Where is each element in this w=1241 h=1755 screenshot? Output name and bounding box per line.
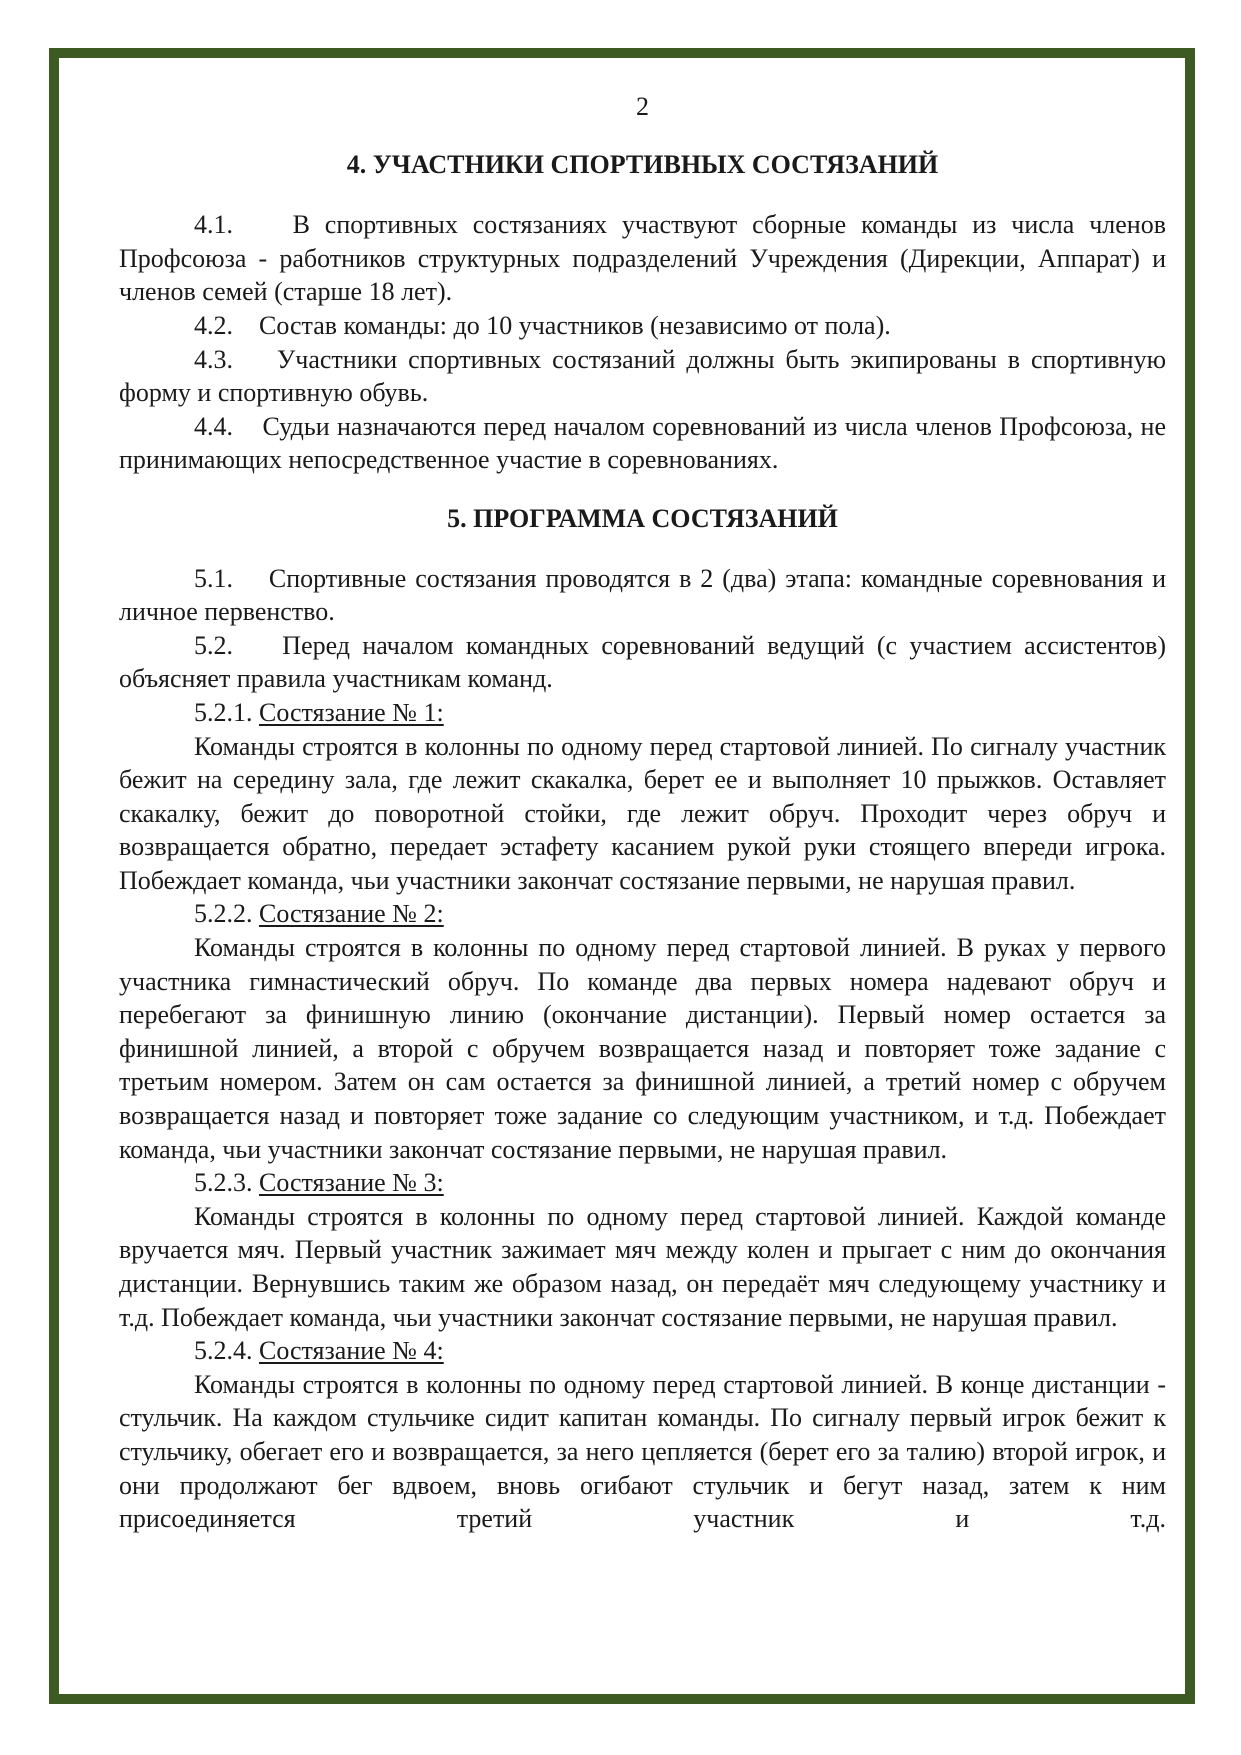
clause-4-2: 4.2. Состав команды: до 10 участников (независимо от пола). [194,310,891,340]
contest-2-heading: 5.2.2. Состязание № 2: [194,899,444,929]
clause-5-1: 5.1. Спортивные состязания проводятся в 2 (два) этапа: командные соревнования и личное первенство. [119,563,1166,627]
contest-3-heading: 5.2.3. Состязание № 3: [194,1168,444,1198]
clause-4-1: 4.1. В спортивных состязаниях участвуют сборные команды из числа членов Профсоюза - работников структурных подразделений Учреждения (Дирекции, Аппарат) и членов семей (старше 18 лет). [119,210,1166,307]
clause-4-4: 4.4. Судьи назначаются перед началом соревнований из числа членов Профсоюза, не принимающих непосредственное участие в соревнованиях. [119,411,1166,475]
clause-5-2: 5.2. Перед началом командных соревнований ведущий (с участием ассистентов) объясняет правила участникам команд. [119,630,1166,694]
contest-1-heading: 5.2.1. Состязание № 1: [194,697,444,727]
document-body [119,90,1166,1536]
contest-2-text: Команды строятся в колонны по одному перед стартовой линией. В руках у первого участника гимнастический обруч. По команде два первых номера надевают обруч и перебегают за финишную линию (окончание дистанции). Первый номер остается за финишной линией, а второй с обручем возвращается назад и повторяет тоже задание с третьим номером. Затем он сам остается за финишной линией, а третий номер с обручем возвращается назад и повторяет тоже задание со следующим участником, и т.д. Побеждает команда, чьи участники закончат состязание первыми, не нарушая правил. [119,933,1166,1164]
contest-3-text: Команды строятся в колонны по одному перед стартовой линией. Каждой команде вручается мяч. Первый участник зажимает мяч между колен и прыгает с ним до окончания дистанции. Вернувшись таким же образом назад, он передаёт мяч следующему участнику и т.д. Побеждает команда, чьи участники закончат состязание первыми, не нарушая правил. [119,1201,1166,1332]
clause-4-3: 4.3. Участники спортивных состязаний должны быть экипированы в спортивную форму и спортивную обувь. [119,344,1166,408]
section-4-title: 4. УЧАСТНИКИ СПОРТИВНЫХ СОСТЯЗАНИЙ [346,149,939,179]
page-number: 2 [636,92,649,121]
contest-1-text: Команды строятся в колонны по одному перед стартовой линией. По сигналу участник бежит на середину зала, где лежит скакалка, берет ее и выполняет 10 прыжков. Оставляет скакалку, бежит до поворотной стойки, где лежит обруч. Проходит через обруч и возвращается обратно, передает эстафету касанием рукой руки стоящего впереди игрока. Побеждает команда, чьи участники закончат состязание первыми, не нарушая правил. [119,731,1166,895]
contest-4-heading: 5.2.4. Состязание № 4: [194,1336,444,1366]
contest-4-text: Команды строятся в колонны по одному перед стартовой линией. В конце дистанции - стульчик. На каждом стульчике сидит капитан команды. По сигналу первый игрок бежит к стульчику, обегает его и возвращается, за него цепляется (берет его за талию) второй игрок, и они продолжают бег вдвоем, вновь огибают стульчик и бегут назад, затем к ним присоединяется третий участник и т.д. [119,1369,1166,1534]
section-5-title: 5. ПРОГРАММА СОСТЯЗАНИЙ [447,503,838,533]
